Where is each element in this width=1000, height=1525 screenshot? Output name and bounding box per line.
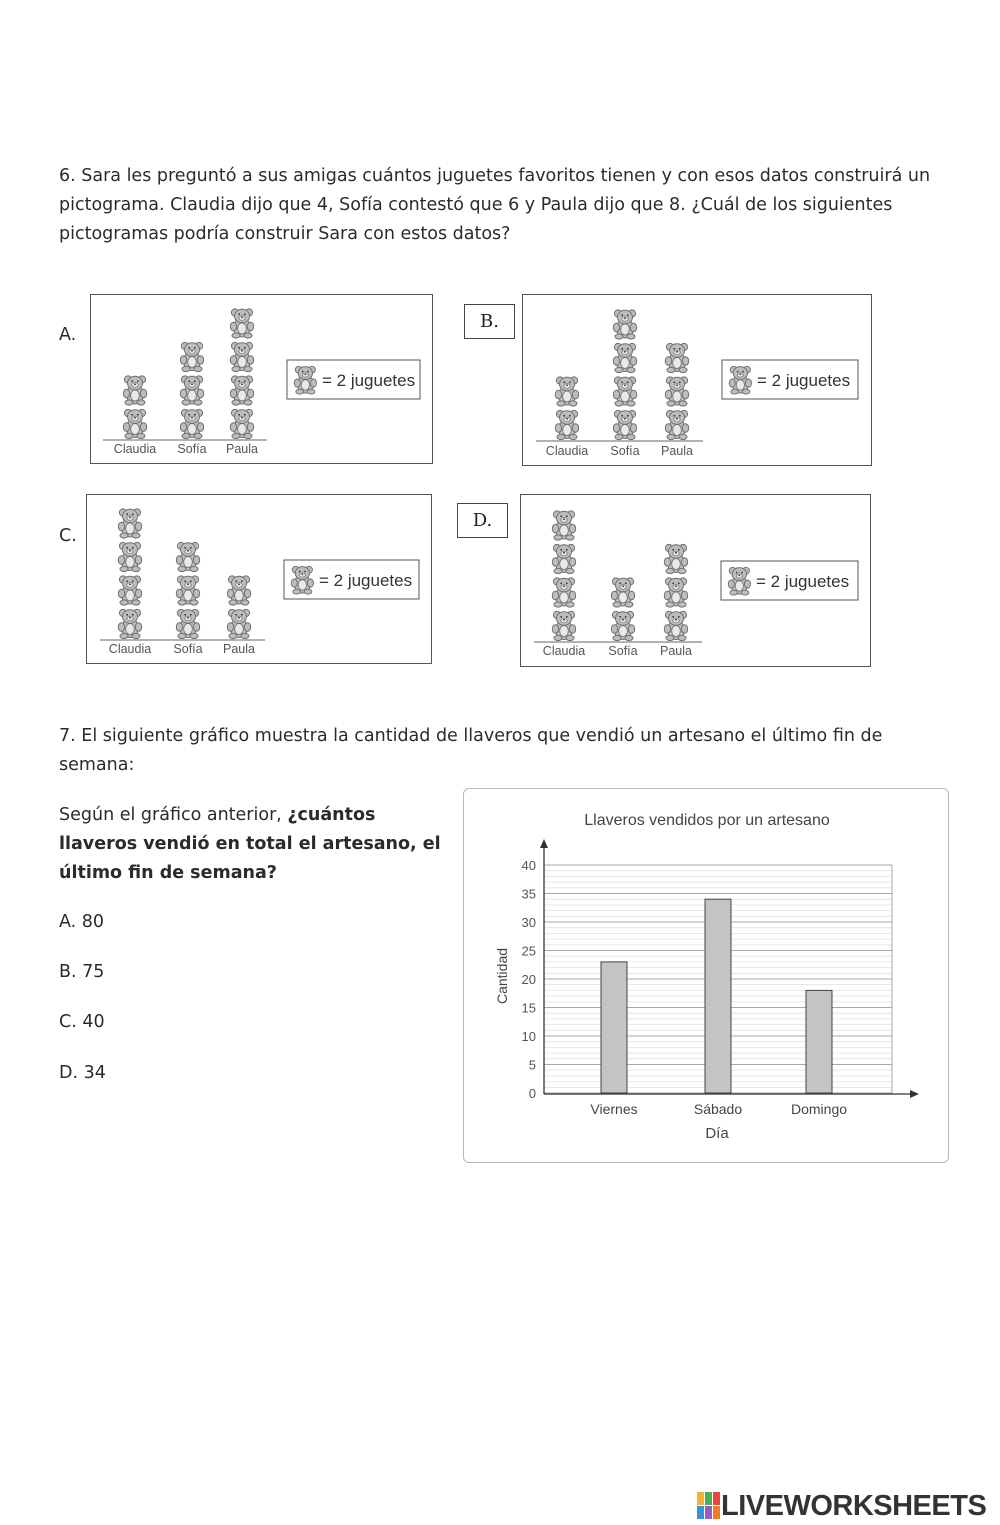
teddy-bear-icon <box>176 609 199 638</box>
question-7-text: 7. El siguiente gráfico muestra la cantidad de llaveros que vendió un artesano el último fin de semana: <box>59 726 883 775</box>
y-tick-label: 10 <box>521 1029 536 1044</box>
teddy-bear-icon <box>176 576 199 605</box>
teddy-bear-icon <box>555 410 578 439</box>
teddy-bear-icon <box>611 611 634 640</box>
pictogram-name-label: Sofía <box>177 442 207 456</box>
question-6-text: 6. Sara les preguntó a sus amigas cuántos juguetes favoritos tienen y con esos datos construirá un pictograma. Claudia dijo que 4, Sofía contestó que 6 y Paula dijo que 8. ¿Cuál de los siguientes pictogramas podría construir Sara con estos datos? <box>59 166 931 244</box>
teddy-bear-icon <box>552 511 575 540</box>
teddy-bear-icon <box>118 576 141 605</box>
teddy-bear-icon <box>176 542 199 571</box>
y-tick-label: 0 <box>528 1086 536 1101</box>
teddy-bear-icon <box>613 343 636 372</box>
bar-chart <box>464 789 950 1164</box>
teddy-bear-icon <box>294 366 316 394</box>
pictogram-a[interactable] <box>90 294 433 464</box>
teddy-bear-icon <box>664 578 687 607</box>
option-a-label: A. <box>59 325 77 345</box>
teddy-bear-icon <box>665 377 688 406</box>
pictogram-svg <box>523 295 873 467</box>
teddy-bear-icon <box>613 310 636 339</box>
teddy-bear-icon <box>665 343 688 372</box>
y-axis-label: Cantidad <box>494 947 510 1005</box>
pictogram-name-label: Paula <box>226 442 258 456</box>
answer-a[interactable]: A. 80 <box>59 912 105 932</box>
teddy-bear-icon <box>664 544 687 573</box>
pictogram-name-label: Claudia <box>113 442 157 456</box>
x-tick-label: Domingo <box>790 1101 848 1117</box>
y-tick-label: 20 <box>521 972 536 987</box>
bar-domingo <box>806 990 832 1093</box>
brand-name: LIVEWORKSHEETS <box>721 1489 987 1522</box>
liveworksheets-logo <box>697 1489 986 1523</box>
bar-viernes <box>601 962 627 1093</box>
pictogram-name-label: Claudia <box>108 642 152 656</box>
teddy-bear-icon <box>123 376 146 405</box>
teddy-bear-icon <box>555 377 578 406</box>
bar-sábado <box>705 899 731 1093</box>
y-axis-arrow <box>540 839 548 848</box>
question-7-prompt <box>59 801 444 888</box>
pictogram-svg <box>87 495 433 665</box>
pictogram-name-label: Sofía <box>610 444 640 458</box>
answer-b[interactable]: B. 75 <box>59 962 105 982</box>
y-tick-label: 5 <box>528 1057 536 1073</box>
teddy-bear-icon <box>613 410 636 439</box>
option-c-label: C. <box>59 526 77 546</box>
live-logo-icon <box>697 1491 721 1521</box>
teddy-bear-icon <box>118 509 141 538</box>
x-tick-label: Viernes <box>590 1101 638 1117</box>
pictogram-name-label: Claudia <box>545 444 589 458</box>
answer-c[interactable]: C. 40 <box>59 1012 105 1032</box>
teddy-bear-icon <box>118 609 141 638</box>
bar-chart-frame <box>463 788 949 1163</box>
x-axis-arrow <box>910 1090 919 1098</box>
teddy-bear-icon <box>180 376 203 405</box>
y-tick-label: 35 <box>521 886 536 902</box>
option-d-label: D. <box>457 503 508 538</box>
y-tick-label: 25 <box>521 943 536 959</box>
teddy-bear-icon <box>552 578 575 607</box>
pictogram-b[interactable] <box>522 294 872 466</box>
teddy-bear-icon <box>664 611 687 640</box>
pictogram-legend-text: = 2 juguetes <box>756 572 850 591</box>
teddy-bear-icon <box>230 342 253 371</box>
option-b-label: B. <box>464 304 515 339</box>
y-tick-label: 15 <box>521 1000 536 1016</box>
chart-title: Llaveros vendidos por un artesano <box>584 812 830 829</box>
pictogram-name-label: Claudia <box>542 644 586 658</box>
y-tick-label: 30 <box>521 915 536 930</box>
pictogram-name-label: Sofía <box>608 644 638 658</box>
teddy-bear-icon <box>227 609 250 638</box>
teddy-bear-icon <box>729 366 751 394</box>
x-axis-label: Día <box>705 1125 729 1142</box>
teddy-bear-icon <box>123 409 146 438</box>
pictogram-c[interactable] <box>86 494 432 664</box>
teddy-bear-icon <box>230 376 253 405</box>
x-tick-label: Sábado <box>693 1101 743 1117</box>
teddy-bear-icon <box>552 611 575 640</box>
pictogram-svg <box>91 295 434 465</box>
pictogram-d[interactable] <box>520 494 871 667</box>
answer-d[interactable]: D. 34 <box>59 1063 106 1083</box>
pictogram-legend-text: = 2 juguetes <box>319 571 413 590</box>
pictogram-legend-text: = 2 juguetes <box>757 371 851 390</box>
teddy-bear-icon <box>118 542 141 571</box>
y-tick-label: 40 <box>521 858 536 873</box>
pictogram-legend-text: = 2 juguetes <box>322 371 416 390</box>
teddy-bear-icon <box>180 409 203 438</box>
teddy-bear-icon <box>613 377 636 406</box>
prompt-plain: Según el gráfico anterior, <box>59 805 288 825</box>
pictogram-name-label: Paula <box>223 642 255 656</box>
teddy-bear-icon <box>611 578 634 607</box>
teddy-bear-icon <box>552 544 575 573</box>
pictogram-name-label: Paula <box>660 644 692 658</box>
teddy-bear-icon <box>227 576 250 605</box>
teddy-bear-icon <box>180 342 203 371</box>
pictogram-name-label: Paula <box>661 444 693 458</box>
prompt-bold: ¿cuántos llaveros vendió en total el artesano, el último fin de semana? <box>59 805 441 883</box>
teddy-bear-icon <box>728 567 750 595</box>
teddy-bear-icon <box>291 566 313 594</box>
pictogram-name-label: Sofía <box>173 642 203 656</box>
teddy-bear-icon <box>230 409 253 438</box>
pictogram-svg <box>521 495 872 668</box>
teddy-bear-icon <box>665 410 688 439</box>
teddy-bear-icon <box>230 309 253 338</box>
